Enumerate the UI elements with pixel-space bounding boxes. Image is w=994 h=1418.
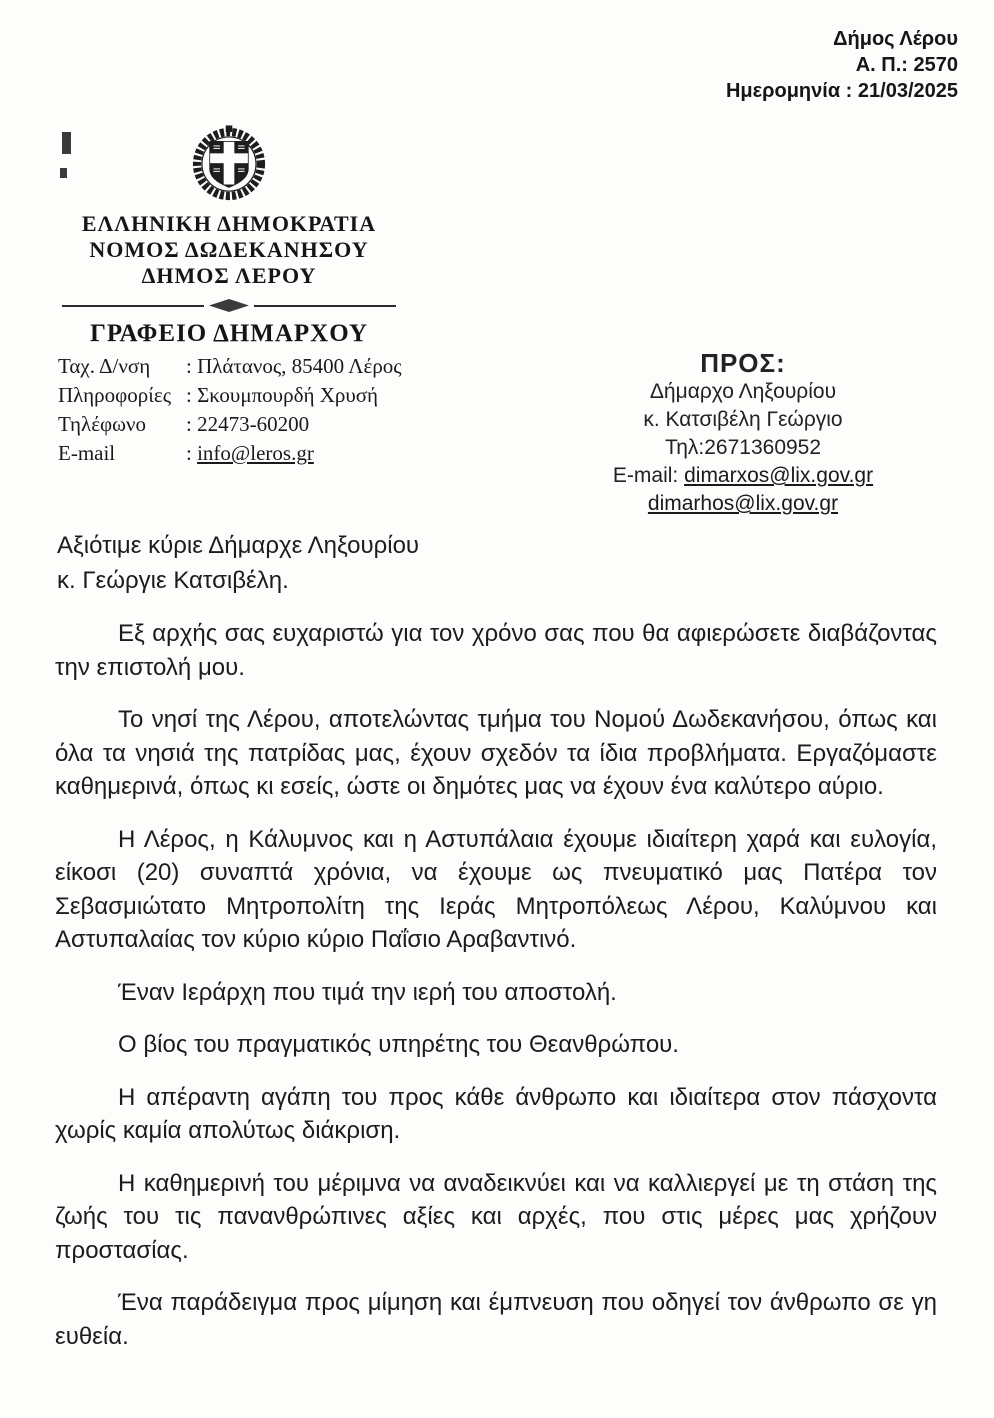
letterhead-prefecture: ΝΟΜΟΣ ΔΩΔΕΚΑΝΗΣΟΥ — [89, 237, 369, 262]
letterhead-republic: ΕΛΛΗΝΙΚΗ ΔΗΜΟΚΡΑΤΙΑ — [81, 211, 377, 236]
municipality-name: Δήμος Λέρου — [833, 28, 958, 50]
recipient-title: Δήμαρχο Ληξουρίου — [649, 380, 837, 403]
salutation-line-2: κ. Γεώργιε Κατσιβέλη. — [57, 567, 289, 594]
letterhead — [58, 122, 400, 348]
sender-email-link[interactable]: info@leros.gr — [197, 441, 314, 465]
document-meta — [726, 26, 958, 104]
contact-label: E-mail — [58, 441, 116, 465]
recipient-block — [578, 348, 908, 518]
contact-value — [186, 439, 438, 468]
protocol-number: Α. Π.: 2570 — [855, 54, 958, 76]
document-date: Ημερομηνία : 21/03/2025 — [725, 80, 958, 102]
paragraph: Το νησί της Λέρου, αποτελώντας τμήμα του Νομού Δωδεκανήσου, όπως και όλα τα νησιά της πατρίδας μας, έχουν σχεδόν τα ίδια προβλήματα. Εργαζόμαστε καθημερινά, όπως κι εσείς, ώστε οι δημότες μας να έχουν ένα καλύτερο αύριο. — [55, 706, 937, 800]
letter-body — [55, 617, 937, 1372]
recipient-phone: Τηλ:2671360952 — [664, 436, 822, 459]
salutation — [57, 528, 419, 598]
contact-label: Ταχ. Δ/νση — [58, 354, 151, 378]
recipient-heading: ΠΡΟΣ: — [700, 348, 786, 378]
recipient-email-label: E-mail: — [612, 464, 685, 487]
letterhead-divider — [62, 299, 396, 312]
scan-artifact — [60, 168, 67, 178]
contact-row-info — [58, 381, 438, 410]
recipient-email-line-2 — [578, 490, 908, 518]
contact-row-email — [58, 439, 438, 468]
divider-rule-left — [62, 305, 204, 307]
paragraph: Έναν Ιεράρχη που τιμά την ιερή του αποστολή. — [118, 978, 617, 1006]
greek-national-emblem-icon — [188, 122, 270, 206]
scan-artifact — [62, 132, 71, 154]
contact-row-phone — [58, 410, 438, 439]
divider-rule-right — [254, 305, 396, 307]
paragraph: Η Λέρος, η Κάλυμνος και η Αστυπάλαια έχουμε ιδιαίτερη χαρά και ευλογία, είκοσι (20) συναπτά χρόνια, να έχουμε ως πνευματικό μας Πατέρα τον Σεβασμιώτατο Μητροπολίτη της Ιεράς Μητροπόλεως Λέρου, Καλύμνου και Αστυπαλαίας τον κύριο κύριο Παΐσιο Αραβαντινό. — [55, 825, 937, 953]
recipient-email-link-1[interactable]: dimarxos@lix.gov.gr — [684, 464, 874, 487]
contact-label: Τηλέφωνο — [58, 412, 146, 436]
contact-value: : Πλάτανος, 85400 Λέρος — [186, 354, 402, 378]
sender-contact-block — [58, 352, 438, 468]
contact-value: : 22473-60200 — [186, 412, 310, 436]
salutation-line-1: Αξιότιμε κύριε Δήμαρχε Ληξουρίου — [57, 532, 420, 559]
office-title: ΓΡΑΦΕΙΟ ΔΗΜΑΡΧΟΥ — [89, 320, 369, 347]
paragraph: Εξ αρχής σας ευχαριστώ για τον χρόνο σας που θα αφιερώσετε διαβάζοντας την επιστολή μου. — [55, 620, 937, 681]
paragraph: Ένα παράδειγμα προς μίμηση και έμπνευση που οδηγεί τον άνθρωπο σε γη ευθεία. — [55, 1289, 937, 1350]
recipient-email-line — [578, 462, 908, 490]
contact-row-address — [58, 352, 438, 381]
contact-value: : Σκουμπουρδή Χρυσή — [186, 383, 379, 407]
paragraph: Η απέραντη αγάπη του προς κάθε άνθρωπο και ιδιαίτερα στον πάσχοντα χωρίς καμία απολύτως διάκριση. — [55, 1083, 937, 1144]
letterhead-municipality: ΔΗΜΟΣ ΛΕΡΟΥ — [141, 263, 317, 288]
contact-label: Πληροφορίες — [58, 383, 172, 407]
paragraph: Ο βίος του πραγματικός υπηρέτης του Θεανθρώπου. — [118, 1031, 679, 1058]
email-colon: : — [186, 441, 198, 465]
divider-diamond-icon — [209, 299, 249, 312]
recipient-email-link-2[interactable]: dimarhos@lix.gov.gr — [647, 492, 839, 515]
recipient-name: κ. Κατσιβέλη Γεώργιο — [643, 408, 843, 431]
paragraph: Η καθημερινή του μέριμνα να αναδεικνύει και να καλλιεργεί με τη στάση της ζωής του τις πανανθρώπινες αξίες και αρχές, που στις μέρες μας χρήζουν προστασίας. — [55, 1169, 937, 1264]
